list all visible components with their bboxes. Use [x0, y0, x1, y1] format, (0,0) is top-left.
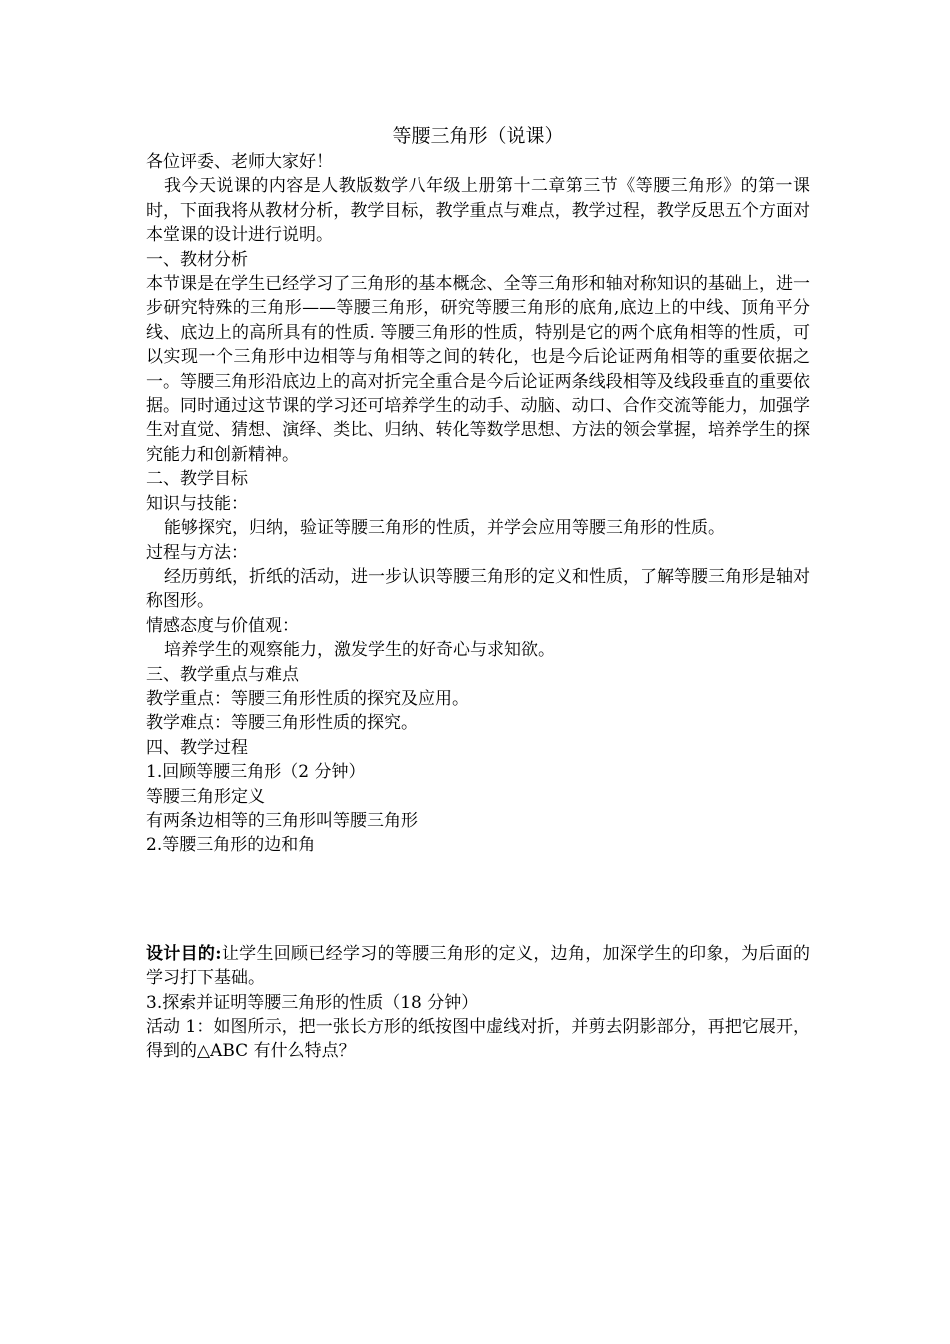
design-purpose-label: 设计目的:	[146, 943, 222, 964]
step-3-explore-prove: 3.探索并证明等腰三角形的性质（18 分钟）	[146, 992, 479, 1013]
material-analysis-paragraph: 本节课是在学生已经学习了三角形的基本概念、全等三角形和轴对称知识的基础上，进一步研究特殊的三角形——等腰三角形，研究等腰三角形的底角,底边上的中线、顶角平分线、底边上的高所具有的性质. 等腰三角形的性质，特别是它的两个底角相等的性质，可以实现一个三角形中边相等与角相等之间的转化，也是今后论证两角相等的重要依据之一。等腰三角形沿底边上的高对折完全重合是今后论证两条线段相等及线段垂直的重要依据。同时通过这节课的学习还可培养学生的动手、动脑、动口、合作交流等能力，加强学生对直觉、猜想、演绎、类比、归纳、转化等数学思想、方法的领会掌握，培养学生的探究能力和创新精神。	[146, 274, 810, 465]
section-heading-key-difficult: 三、教学重点与难点	[146, 664, 299, 685]
teaching-difficulty: 教学难点：等腰三角形性质的探究。	[146, 713, 418, 734]
section-heading-teaching-process: 四、教学过程	[146, 737, 248, 758]
activity-1-text: 活动 1：如图所示，把一张长方形的纸按图中虚线对折，并剪去阴影部分，再把它展开，得到的△ABC 有什么特点？	[146, 1017, 810, 1062]
design-purpose-text: 让学生回顾已经学习的等腰三角形的定义，边角，加深学生的印象，为后面的学习打下基础。	[146, 943, 810, 989]
process-method-label: 过程与方法：	[146, 542, 248, 563]
process-method-text: 经历剪纸，折纸的活动，进一步认识等腰三角形的定义和性质，了解等腰三角形是轴对称图形。	[146, 566, 810, 612]
document-body	[146, 122, 810, 1064]
emotion-values-text: 培养学生的观察能力，激发学生的好奇心与求知欲。	[164, 640, 555, 661]
greeting: 各位评委、老师大家好！	[146, 152, 333, 172]
page-title: 等腰三角形（说课）	[392, 125, 564, 147]
section-heading-teaching-goals: 二、教学目标	[146, 469, 248, 490]
teaching-key-point: 教学重点：等腰三角形性质的探究及应用。	[146, 688, 469, 709]
knowledge-skills-text: 能够探究，归纳，验证等腰三角形的性质，并学会应用等腰三角形的性质。	[164, 518, 725, 539]
section-heading-material-analysis: 一、教材分析	[146, 249, 248, 270]
step-1-review: 1.回顾等腰三角形（2 分钟）	[146, 762, 366, 783]
definition-text: 有两条边相等的三角形叫等腰三角形	[146, 810, 418, 831]
figure-blank-space	[146, 858, 810, 942]
emotion-values-label: 情感态度与价值观：	[146, 615, 299, 636]
intro-paragraph: 我今天说课的内容是人教版数学八年级上册第十二章第三节《等腰三角形》的第一课时，下面我将从教材分析，教学目标，教学重点与难点，教学过程，教学反思五个方面对本堂课的设计进行说明。	[146, 176, 810, 246]
knowledge-skills-label: 知识与技能：	[146, 493, 248, 514]
step-2-sides-angles: 2.等腰三角形的边和角	[146, 835, 316, 856]
definition-label: 等腰三角形定义	[146, 786, 265, 807]
design-purpose-paragraph	[146, 942, 810, 991]
